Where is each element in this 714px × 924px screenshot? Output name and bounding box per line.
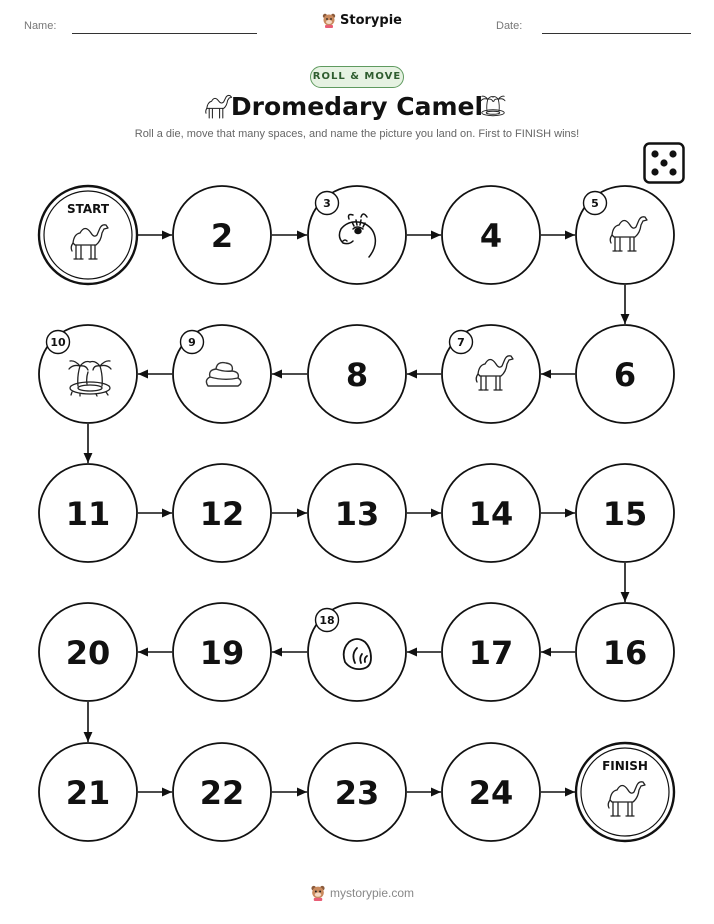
board-space-19[interactable] [173,603,271,701]
board-space-4[interactable] [442,186,540,284]
space-number: 6 [613,356,637,394]
footer-url: mystorypie.com [330,885,415,900]
board-space-17[interactable] [442,603,540,701]
board-space-7[interactable] [442,325,540,423]
board-space-15[interactable] [576,464,674,562]
board-space-5[interactable] [576,186,674,284]
board-space-13[interactable] [308,464,406,562]
space-number: 17 [468,634,514,672]
board-space-3[interactable] [308,186,406,284]
space-number: 20 [65,634,111,672]
name-label: Name: [24,20,57,32]
space-number-badge: 7 [457,336,465,349]
space-number-badge: 18 [319,614,335,627]
board-space-16[interactable] [576,603,674,701]
space-number: 14 [468,495,514,533]
space-number: 4 [479,217,503,255]
board-space-2[interactable] [173,186,271,284]
board-space-20[interactable] [39,603,137,701]
space-number: 16 [602,634,648,672]
space-number: 21 [65,774,111,812]
board-space-11[interactable] [39,464,137,562]
storypie-mascot-icon [310,884,326,901]
space-number: 13 [334,495,380,533]
board-space-12[interactable] [173,464,271,562]
board-space-9[interactable] [173,325,271,423]
instructions-text: Roll a die, move that many spaces, and name the picture you land on. First to FINISH wins! [134,128,580,140]
activity-badge: ROLL & MOVE [310,66,404,88]
brand-name: Storypie [340,12,402,28]
space-number: 15 [602,495,648,533]
board-space-8[interactable] [308,325,406,423]
space-number: 11 [65,495,111,533]
board-space-24[interactable] [442,743,540,841]
space-number: 19 [199,634,245,672]
space-number: 2 [210,217,234,255]
space-number: 12 [199,495,245,533]
footer [310,884,414,901]
space-number-badge: 3 [323,197,331,210]
board-space-21[interactable] [39,743,137,841]
board-space-1[interactable] [39,186,137,284]
board-space-25[interactable] [576,743,674,841]
space-number-badge: 9 [188,336,196,349]
board-space-23[interactable] [308,743,406,841]
space-number: 24 [468,774,514,812]
board-space-10[interactable] [39,325,137,423]
start-label: START [66,202,110,216]
date-label: Date: [496,20,523,32]
page-title: Dromedary Camel [230,92,484,121]
board-space-14[interactable] [442,464,540,562]
finish-label: FINISH [602,759,648,773]
space-number: 23 [334,774,380,812]
space-number: 8 [345,356,369,394]
space-number-badge: 5 [591,197,599,210]
space-number-badge: 10 [50,336,66,349]
board-space-6[interactable] [576,325,674,423]
board-space-22[interactable] [173,743,271,841]
board-space-18[interactable] [308,603,406,701]
space-number: 22 [199,774,245,812]
